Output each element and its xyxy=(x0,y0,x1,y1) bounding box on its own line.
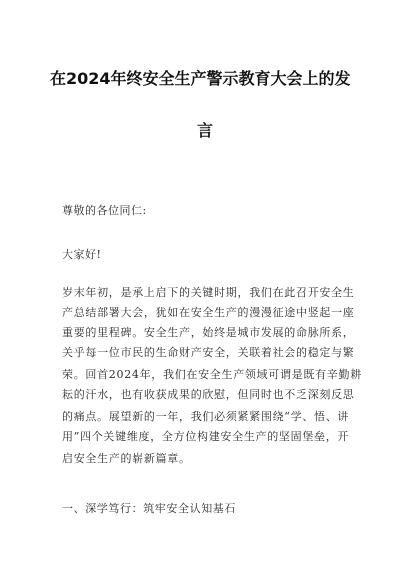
document-title: 在2024年终安全生产警示教育大会上的发 xyxy=(50,69,351,88)
body-line: 重要的里程碑。安全生产，始终是城市发展的命脉所系， xyxy=(62,326,355,339)
salutation: 尊敬的各位同仁: xyxy=(62,204,147,217)
body-line: 产总结部署大会，犹如在安全生产的漫漫征途中竖起一座 xyxy=(62,306,355,319)
body-line: 荣。回首2024年，我们在安全生产领域可谓是既有辛勤耕 xyxy=(62,368,362,381)
body-line: 耘的汗水，也有收获成果的欣慰，但同时也不乏深刻反思 xyxy=(62,388,355,401)
document-title-continued: 言 xyxy=(196,121,213,140)
body-line: 启安全生产的崭新篇章。 xyxy=(62,452,191,465)
body-line: 用”四个关键维度，全方位构建安全生产的坚固堡垒，开 xyxy=(62,430,350,443)
body-line: 的痛点。展望新的一年，我们必须紧紧围绕“学、悟、讲 xyxy=(62,410,350,423)
greeting: 大家好! xyxy=(62,248,102,261)
body-line: 岁末年初，是承上启下的关键时期，我们在此召开安全生 xyxy=(62,286,355,299)
section-heading: 一、深学笃行：筑牢安全认知基石 xyxy=(62,502,236,515)
body-line: 关乎每一位市民的生命财产安全，关联着社会的稳定与繁 xyxy=(62,346,355,359)
